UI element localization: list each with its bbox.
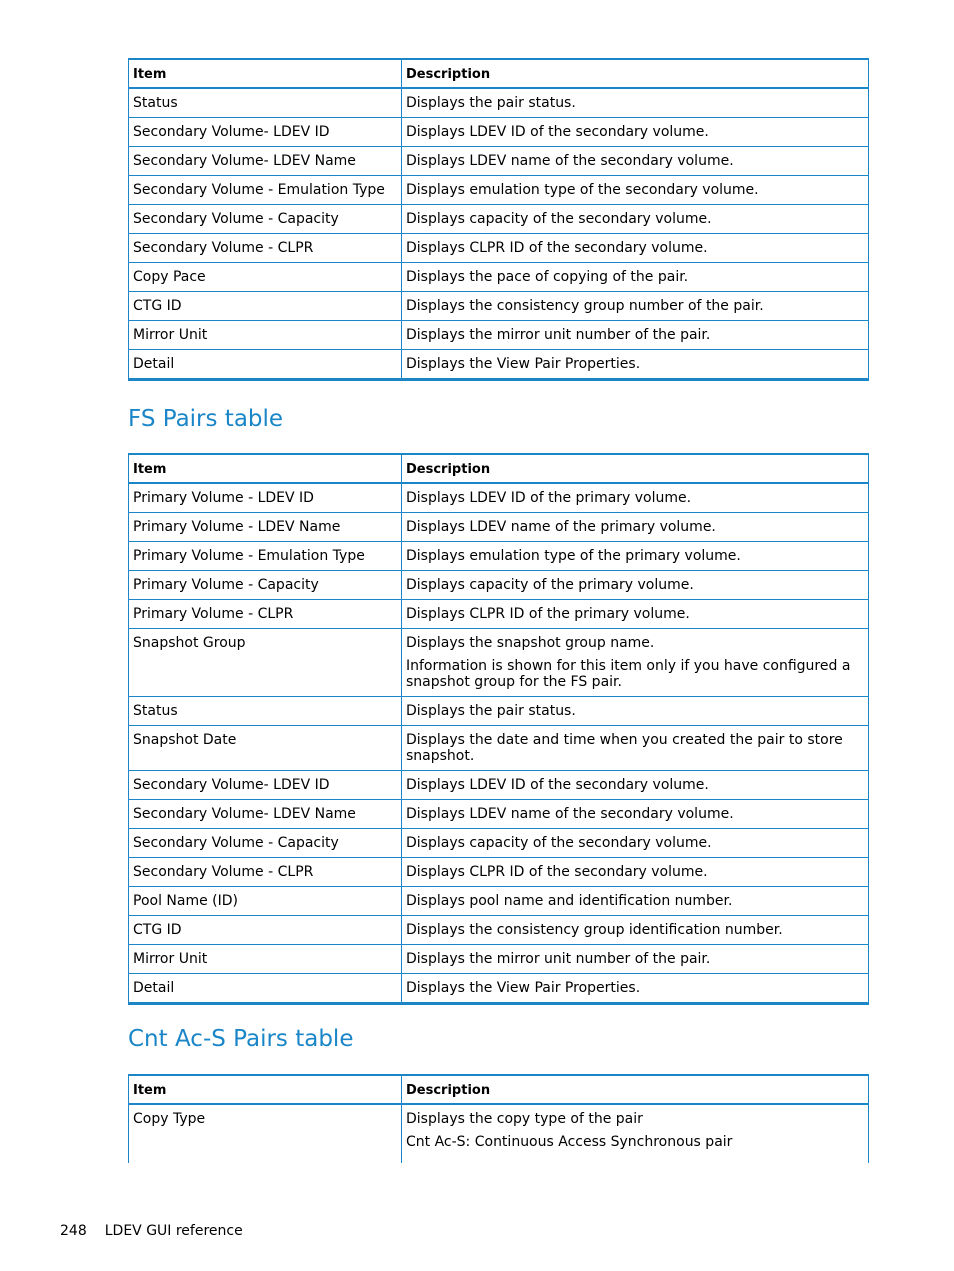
item-cell: Status bbox=[129, 697, 402, 726]
description-cell bbox=[402, 292, 869, 321]
item-cell: Secondary Volume- LDEV ID bbox=[129, 771, 402, 800]
description-cell bbox=[402, 974, 869, 1004]
description-cell bbox=[402, 205, 869, 234]
description-cell bbox=[402, 771, 869, 800]
description-text: Displays LDEV name of the primary volume. bbox=[406, 519, 716, 535]
item-cell: Primary Volume - LDEV Name bbox=[129, 513, 402, 542]
item-cell: Copy Pace bbox=[129, 263, 402, 292]
item-cell: CTG ID bbox=[129, 916, 402, 945]
description-cell bbox=[402, 629, 869, 697]
description-cell bbox=[402, 118, 869, 147]
column-header-description: Description bbox=[402, 454, 869, 483]
table-row bbox=[129, 858, 869, 887]
footer-section-title: LDEV GUI reference bbox=[104, 1223, 243, 1239]
description-text: Displays CLPR ID of the secondary volume. bbox=[406, 240, 708, 256]
description-text: Displays the mirror unit number of the pair. bbox=[406, 327, 711, 343]
description-text: Displays the consistency group number of the pair. bbox=[406, 298, 764, 314]
table-row bbox=[129, 800, 869, 829]
description-cell bbox=[402, 1104, 869, 1163]
item-cell: Mirror Unit bbox=[129, 945, 402, 974]
table-row bbox=[129, 147, 869, 176]
description-cell bbox=[402, 483, 869, 513]
table-row bbox=[129, 887, 869, 916]
item-cell: Secondary Volume - CLPR bbox=[129, 234, 402, 263]
table-row bbox=[129, 916, 869, 945]
description-text: Displays pool name and identification number. bbox=[406, 893, 733, 909]
description-cell bbox=[402, 88, 869, 118]
table-row bbox=[129, 513, 869, 542]
description-text: Displays LDEV name of the secondary volume. bbox=[406, 806, 734, 822]
description-text: Displays LDEV name of the secondary volume. bbox=[406, 153, 734, 169]
table-row bbox=[129, 176, 869, 205]
table-row bbox=[129, 1104, 869, 1163]
item-cell: Primary Volume - Capacity bbox=[129, 571, 402, 600]
item-cell: Mirror Unit bbox=[129, 321, 402, 350]
section-heading-cnt-acs-pairs: Cnt Ac-S Pairs table bbox=[128, 1026, 354, 1052]
item-cell: Detail bbox=[129, 974, 402, 1004]
description-text: Displays emulation type of the primary volume. bbox=[406, 548, 741, 564]
description-cell bbox=[402, 916, 869, 945]
item-cell: Snapshot Group bbox=[129, 629, 402, 697]
table-row bbox=[129, 771, 869, 800]
description-text: Displays the pair status. bbox=[406, 95, 576, 111]
description-cell bbox=[402, 697, 869, 726]
table-row bbox=[129, 571, 869, 600]
pair-properties-table bbox=[128, 58, 869, 381]
item-cell: Primary Volume - CLPR bbox=[129, 600, 402, 629]
description-text: Displays the View Pair Properties. bbox=[406, 980, 641, 996]
table-row bbox=[129, 263, 869, 292]
description-note: Information is shown for this item only if you have configured a snapshot group for the FS pair. bbox=[406, 658, 851, 690]
description-cell bbox=[402, 600, 869, 629]
description-cell bbox=[402, 234, 869, 263]
description-text: Displays LDEV ID of the secondary volume. bbox=[406, 124, 709, 140]
column-header-description: Description bbox=[402, 59, 869, 88]
table-row bbox=[129, 234, 869, 263]
description-cell bbox=[402, 542, 869, 571]
table-header-row bbox=[129, 1075, 869, 1104]
description-text: Displays CLPR ID of the primary volume. bbox=[406, 606, 690, 622]
description-cell bbox=[402, 571, 869, 600]
table-row bbox=[129, 292, 869, 321]
description-text: Displays the mirror unit number of the pair. bbox=[406, 951, 711, 967]
item-cell: Copy Type bbox=[129, 1104, 402, 1163]
table-row bbox=[129, 118, 869, 147]
description-text: Displays capacity of the secondary volume. bbox=[406, 835, 712, 851]
description-text: Displays the pair status. bbox=[406, 703, 576, 719]
table-row bbox=[129, 697, 869, 726]
item-cell: CTG ID bbox=[129, 292, 402, 321]
description-text: Displays the View Pair Properties. bbox=[406, 356, 641, 372]
description-text: Displays emulation type of the secondary volume. bbox=[406, 182, 759, 198]
item-cell: Secondary Volume - Capacity bbox=[129, 205, 402, 234]
table-row bbox=[129, 629, 869, 697]
description-text: Displays LDEV ID of the secondary volume. bbox=[406, 777, 709, 793]
table-row bbox=[129, 945, 869, 974]
description-text: Displays capacity of the primary volume. bbox=[406, 577, 694, 593]
item-cell: Status bbox=[129, 88, 402, 118]
description-cell bbox=[402, 858, 869, 887]
item-cell: Primary Volume - Emulation Type bbox=[129, 542, 402, 571]
description-text: Displays LDEV ID of the primary volume. bbox=[406, 490, 692, 506]
description-note: Cnt Ac-S: Continuous Access Synchronous pair bbox=[406, 1134, 733, 1150]
item-cell: Secondary Volume- LDEV Name bbox=[129, 147, 402, 176]
table-row bbox=[129, 88, 869, 118]
table-row bbox=[129, 321, 869, 350]
item-cell: Snapshot Date bbox=[129, 726, 402, 771]
table-row bbox=[129, 974, 869, 1004]
table-row bbox=[129, 726, 869, 771]
table-row bbox=[129, 350, 869, 380]
description-text: Displays CLPR ID of the secondary volume. bbox=[406, 864, 708, 880]
item-cell: Detail bbox=[129, 350, 402, 380]
description-text: Displays the pace of copying of the pair. bbox=[406, 269, 689, 285]
column-header-item: Item bbox=[129, 1075, 402, 1104]
table-row bbox=[129, 205, 869, 234]
description-cell bbox=[402, 176, 869, 205]
description-text: Displays the date and time when you created the pair to store snapshot. bbox=[406, 732, 843, 764]
item-cell: Secondary Volume - Capacity bbox=[129, 829, 402, 858]
description-cell bbox=[402, 726, 869, 771]
description-text: Displays the consistency group identification number. bbox=[406, 922, 783, 938]
item-cell: Secondary Volume- LDEV ID bbox=[129, 118, 402, 147]
description-cell bbox=[402, 147, 869, 176]
table-row bbox=[129, 483, 869, 513]
table-row bbox=[129, 829, 869, 858]
cnt-acs-pairs-table bbox=[128, 1074, 869, 1163]
description-cell bbox=[402, 263, 869, 292]
column-header-description: Description bbox=[402, 1075, 869, 1104]
section-heading-fs-pairs: FS Pairs table bbox=[128, 406, 284, 432]
description-cell bbox=[402, 887, 869, 916]
item-cell: Secondary Volume- LDEV Name bbox=[129, 800, 402, 829]
column-header-item: Item bbox=[129, 59, 402, 88]
table-header-row bbox=[129, 59, 869, 88]
column-header-item: Item bbox=[129, 454, 402, 483]
item-cell: Pool Name (ID) bbox=[129, 887, 402, 916]
item-cell: Secondary Volume - CLPR bbox=[129, 858, 402, 887]
description-text: Displays the snapshot group name. bbox=[406, 635, 655, 651]
table-row bbox=[129, 542, 869, 571]
page-footer bbox=[60, 1223, 261, 1239]
table-row bbox=[129, 600, 869, 629]
description-cell bbox=[402, 945, 869, 974]
description-cell bbox=[402, 829, 869, 858]
fs-pairs-table bbox=[128, 453, 869, 1005]
description-cell bbox=[402, 321, 869, 350]
item-cell: Secondary Volume - Emulation Type bbox=[129, 176, 402, 205]
description-cell bbox=[402, 350, 869, 380]
description-cell bbox=[402, 513, 869, 542]
item-cell: Primary Volume - LDEV ID bbox=[129, 483, 402, 513]
description-text: Displays capacity of the secondary volume. bbox=[406, 211, 712, 227]
description-text: Displays the copy type of the pair bbox=[406, 1111, 643, 1127]
description-cell bbox=[402, 800, 869, 829]
table-header-row bbox=[129, 454, 869, 483]
page-number: 248 bbox=[60, 1223, 87, 1239]
